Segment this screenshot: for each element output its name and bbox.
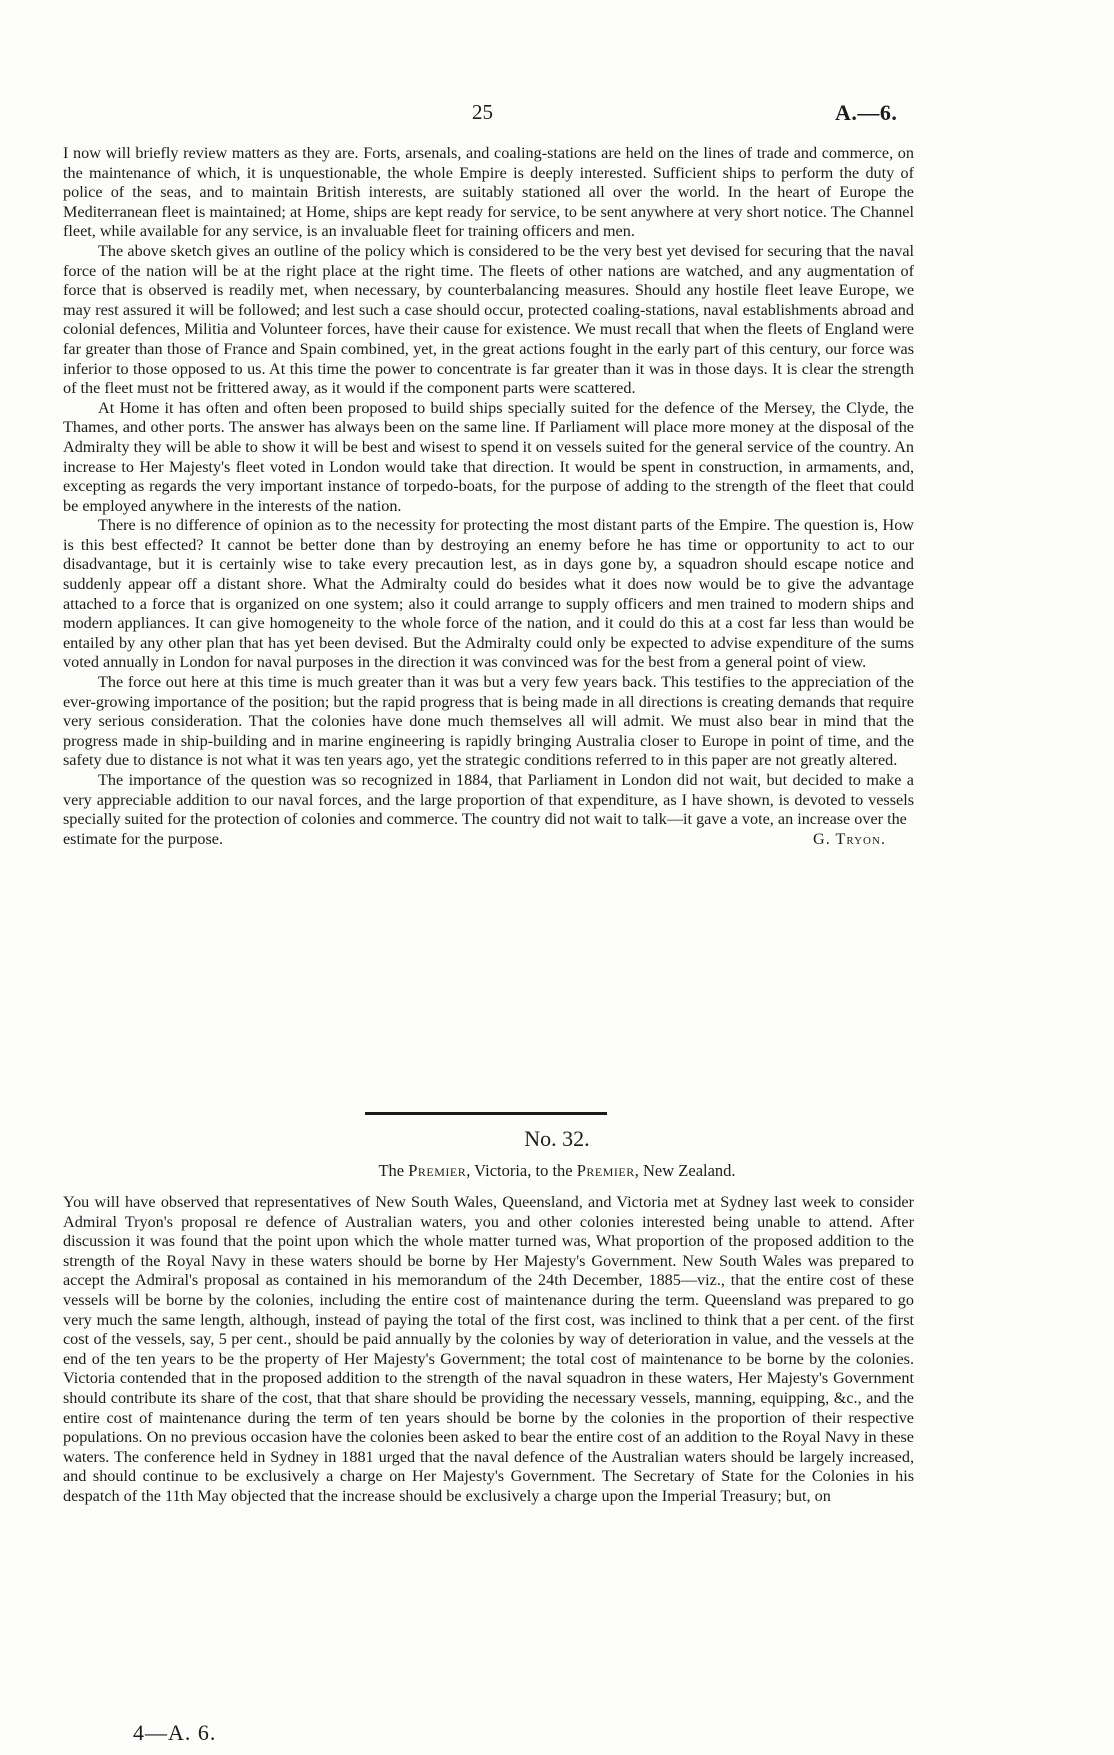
memo-paragraph: There is no difference of opinion as to the necessity for protecting the most distant parts of the Empire. The question is, How is this best effected? It cannot be better done than by destroying an enemy before he has time or opportunity to act to our disadvantage, but it is certainly wise to take every precaution lest, as in days gone by, a squadron should escape notice and suddenly appear off a distant shore. What the Admiralty could do besides what it does now would be to give the advantage attached to a force that is organized on one system; also it could arrange to supply officers and men trained to modern ships and modern appliances. It can give homogeneity to the whole force of the nation, and it could do this at a cost far less than would be entailed by any other plan that has yet been devised. But the Admiralty could only be expected to advise expenditure of the sums voted annually in London for naval purposes in the direction it was convinced was for the best from a general point of view. xyxy=(63,516,914,672)
letter-paragraph: You will have observed that representatives of New South Wales, Queensland, and Victoria met at Sydney last week to consider Admiral Tryon's proposal re defence of Australian waters, you and other colonies interested being unable to attend. After discussion it was found that the point upon which the whole matter turned was, What proportion of the proposed addition to the strength of the Royal Navy in these waters should be borne by Her Majesty's Government. New South Wales was prepared to accept the Admiral's proposal as contained in his memorandum of the 24th December, 1885—viz., that the entire cost of these vessels will be borne by the colonies, including the entire cost of maintenance during the term. Queensland was prepared to go very much the same length, although, instead of paying the total of the first cost, was inclined to think that a per cent. of the first cost of the vessels, say, 5 per cent., should be paid annually by the colonies by way of deterioration in value, and the vessels at the end of the ten years to be the property of Her Majesty's Government; the total cost of maintenance to be borne by the colonies. Victoria contended that in the proposed addition to the strength of the naval squadron in these waters, Her Majesty's Government should contribute its share of the cost, that that share should be providing the necessary vessels, manning, equipping, &c., and the entire cost of maintenance during the term of ten years should be borne by the colonies in the proportion of their respective populations. On no previous occasion have the colonies been asked to bear the entire cost of an addition to the Royal Navy in these waters. The conference held in Sydney in 1881 urged that the naval defence of the Australian waters should be largely increased, and should continue to be exclusively a charge on Her Majesty's Government. The Secretary of State for the Colonies in his despatch of the 11th May objected that the increase should be exclusively a charge upon the Imperial Treasury; but, on xyxy=(63,1193,914,1505)
subtitle-text: The xyxy=(378,1161,409,1180)
memo-paragraph: The importance of the question was so recognized in 1884, that Parliament in London did not wait, but decided to make a very appreciable addition to our naval forces, and the large proportion of that expenditure, as I have shown, is devoted to vessels specially suited for the protection of colonies and commerce. The country did not wait to talk—it gave a vote, an increase over the xyxy=(63,771,914,829)
memo-paragraph: The force out here at this time is much greater than it was but a very few years back. This testifies to the appreciation of the ever-growing importance of the position; but the rapid progress that is being made in all directions is creating demands that require very serious consideration. That the colonies have done much themselves all will admit. We must also bear in mind that the progress made in ship-building and in marine engineering is rapidly bringing Australia closer to Europe in point of time, and the safety due to distance is not what it was ten years ago, yet the strategic conditions referred to in this paper are not greatly altered. xyxy=(63,673,914,770)
section-divider xyxy=(365,1112,607,1115)
series-code: A.—6. xyxy=(835,100,898,125)
subtitle-sender-title: Premier xyxy=(408,1161,467,1180)
memo-signoff xyxy=(63,830,914,850)
memo-paragraph: The above sketch gives an outline of the policy which is considered to be the very best yet devised for securing that the naval force of the nation will be at the right place at the right time. The fleets of other nations are watched, and any augmentation of force that is observed is readily met, when necessary, by counterbalancing measures. Should any hostile fleet leave Europe, we may rest assured it will be followed; and lest such a case should occur, protected coaling-stations, naval establishments abroad and colonial defences, Militia and Volunteer forces, have their cause for existence. We must recall that when the fleets of England were far greater than those of France and Spain combined, yet, in the great actions fought in the early part of this century, our force was inferior to those opposed to us. At this time the power to concentrate is far greater than it was in those days. It is clear the strength of the fleet must not be frittered away, as it would if the component parts were scattered. xyxy=(63,241,914,398)
document-subtitle xyxy=(0,1161,1114,1181)
subtitle-text: , New Zealand. xyxy=(634,1161,736,1180)
document-number: No. 32. xyxy=(524,1126,590,1151)
letter-text xyxy=(63,1193,914,1507)
subtitle-recipient-title: Premier xyxy=(576,1161,635,1180)
page-header xyxy=(0,100,1114,132)
memorandum-text xyxy=(63,144,914,849)
printer-signature: 4—A. 6. xyxy=(133,1720,217,1745)
memo-last-line: estimate for the purpose. xyxy=(63,829,224,848)
memo-paragraph: I now will briefly review matters as they are. Forts, arsenals, and coaling-stations are held on the lines of trade and commerce, on the maintenance of which, it is unquestionable, the whole Empire is deeply interested. Sufficient ships to perform the duty of police of the seas, and to maintain British interests, are suitably stationed all over the world. In the heart of Europe the Mediterranean fleet is maintained; at Home, ships are kept ready for service, to be sent anywhere at very short notice. The Channel fleet, while available for any service, is an invaluable fleet for training officers and men. xyxy=(63,144,914,241)
memo-signature: G. Tryon. xyxy=(813,829,886,848)
subtitle-text: , Victoria, to the xyxy=(466,1161,577,1180)
page-number: 25 xyxy=(472,100,493,124)
memo-paragraph: At Home it has often and often been proposed to build ships specially suited for the defence of the Mersey, the Clyde, the Thames, and other ports. The answer has always been on the same line. If Parliament will place more money at the disposal of the Admiralty they will be able to show it will be best and wisest to spend it on vessels suited for the general service of the country. An increase to Her Majesty's fleet voted in London would take that direction. It would be spent in construction, in armaments, and, excepting as regards the very important instance of torpedo-boats, for the purpose of adding to the strength of the fleet that could be employed anywhere in the interests of the nation. xyxy=(63,398,914,515)
